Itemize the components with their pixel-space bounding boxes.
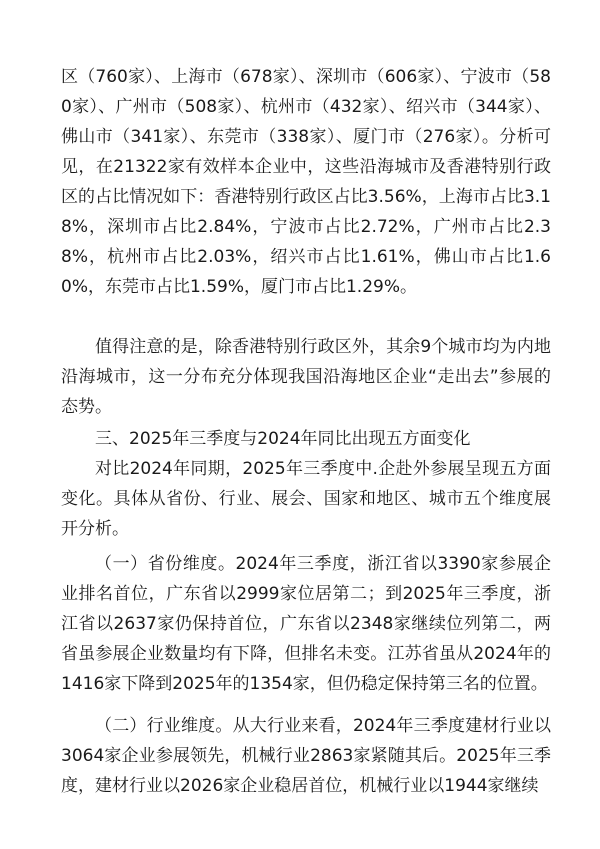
- paragraph-province-dimension: （一）省份维度。2024年三季度，浙江省以3390家参展企业排名首位，广东省以2999家位居第二；到2025年三季度，浙江省以2637家仍保持首位，广东省以2348家继续位列第二，两省虽参展企业数量均有下降，但排名未变。江苏省虽从2024年的1416家下降到2025年的1354家，但仍稳定保持第三名的位置。: [61, 554, 551, 694]
- paragraph-coastal-note: 值得注意的是，除香港特别行政区外，其余9个城市均为内地沿海城市，这一分布充分体现我国沿海地区企业“走出去”参展的态势。: [61, 337, 551, 417]
- paragraph-comparison-intro: 对比2024年同期，2025年三季度中.企赴外参展呈现五方面变化。具体从省份、行业、展会、国家和地区、城市五个维度展开分析。: [61, 459, 551, 539]
- section-heading-three: 三、2025年三季度与2024年同比出现五方面变化: [95, 429, 471, 449]
- paragraph-industry-dimension: （二）行业维度。从大行业来看，2024年三季度建材行业以3064家企业参展领先，机械行业2863家紧随其后。2025年三季度，建材行业以2026家企业稳居首位，机械行业以1944家继续: [61, 716, 551, 796]
- paragraph-city-distribution: 区（760家）、上海市（678家）、深圳市（606家）、宁波市（580家）、广州市（508家）、杭州市（432家）、绍兴市（344家）、佛山市（341家）、东莞市（338家）、厦门市（276家）。分析可见，在21322家有效样本企业中，这些沿海城市及香港特别行政区的占比情况如下：香港特别行政区占比3.56%，上海市占比3.18%，深圳市占比2.84%，宁波市占比2.72%，广州市占比2.38%，杭州市占比2.03%，绍兴市占比1.61%，佛山市占比1.60%，东莞市占比1.59%，厦门市占比1.29%。: [61, 67, 551, 297]
